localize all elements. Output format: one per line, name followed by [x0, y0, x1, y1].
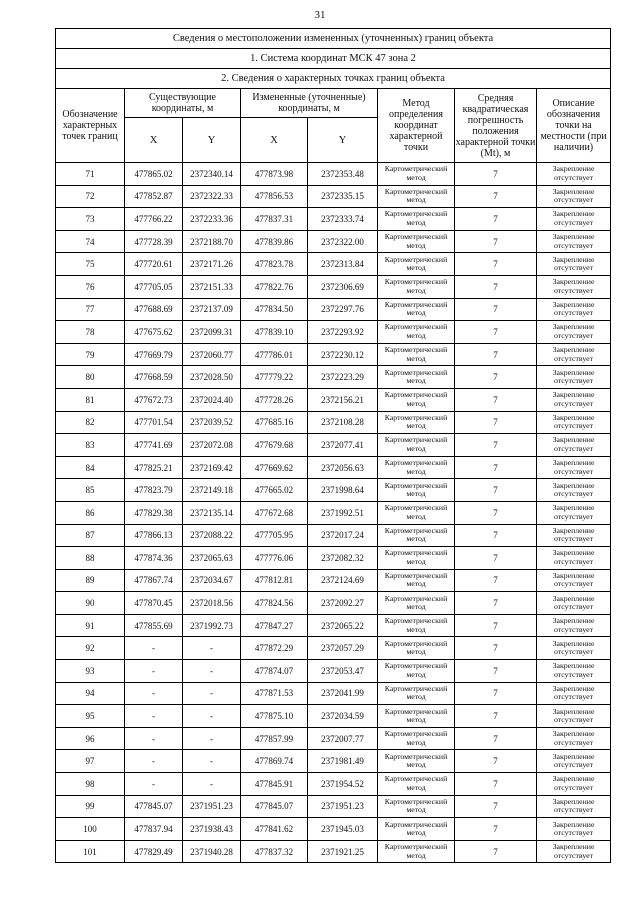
changed-y: 2372293.92 [308, 321, 378, 344]
description-cell: Закрепление отсутствует [537, 456, 611, 479]
changed-x: 477871.53 [241, 682, 308, 705]
method-cell: Картометрический метод [378, 524, 455, 547]
existing-y: - [183, 773, 241, 796]
point-number: 77 [56, 298, 125, 321]
changed-x: 477837.31 [241, 208, 308, 231]
existing-y: 2372322.33 [183, 185, 241, 208]
precision-cell: 7 [455, 524, 537, 547]
changed-y: 2372156.21 [308, 388, 378, 411]
table-row [56, 456, 611, 479]
point-number: 97 [56, 750, 125, 773]
changed-y: 2372034.59 [308, 705, 378, 728]
changed-y: 2372297.76 [308, 298, 378, 321]
changed-y: 2372065.22 [308, 614, 378, 637]
table-row [56, 411, 611, 434]
existing-y: 2372034.67 [183, 569, 241, 592]
existing-x: 477866.13 [125, 524, 183, 547]
changed-x: 477839.10 [241, 321, 308, 344]
existing-y: 2372028.50 [183, 366, 241, 389]
existing-x: 477852.87 [125, 185, 183, 208]
precision-cell: 7 [455, 750, 537, 773]
changed-y: 2372313.84 [308, 253, 378, 276]
description-cell: Закрепление отсутствует [537, 705, 611, 728]
point-number: 85 [56, 479, 125, 502]
precision-cell: 7 [455, 366, 537, 389]
changed-x: 477875.10 [241, 705, 308, 728]
existing-x: 477829.49 [125, 840, 183, 863]
changed-y: 2372333.74 [308, 208, 378, 231]
existing-y: 2371992.73 [183, 614, 241, 637]
table-row [56, 818, 611, 841]
point-number: 71 [56, 163, 125, 186]
method-cell: Картометрический метод [378, 547, 455, 570]
point-number: 81 [56, 388, 125, 411]
precision-cell: 7 [455, 660, 537, 683]
existing-y: 2371951.23 [183, 795, 241, 818]
existing-x: 477837.94 [125, 818, 183, 841]
header-existing-y: Y [183, 118, 241, 163]
existing-y: 2372137.09 [183, 298, 241, 321]
method-cell: Картометрический метод [378, 818, 455, 841]
changed-x: 477685.16 [241, 411, 308, 434]
existing-y: 2372024.40 [183, 388, 241, 411]
point-number: 72 [56, 185, 125, 208]
method-cell: Картометрический метод [378, 705, 455, 728]
existing-x: 477675.62 [125, 321, 183, 344]
description-cell: Закрепление отсутствует [537, 321, 611, 344]
header-existing-coords: Существующие координаты, м [125, 89, 241, 118]
changed-y: 2371992.51 [308, 501, 378, 524]
description-cell: Закрепление отсутствует [537, 840, 611, 863]
changed-x: 477776.06 [241, 547, 308, 570]
point-number: 98 [56, 773, 125, 796]
changed-x: 477779.22 [241, 366, 308, 389]
description-cell: Закрепление отсутствует [537, 185, 611, 208]
changed-y: 2372053.47 [308, 660, 378, 683]
changed-x: 477841.62 [241, 818, 308, 841]
method-cell: Картометрический метод [378, 750, 455, 773]
method-cell: Картометрический метод [378, 773, 455, 796]
table-row [56, 840, 611, 863]
precision-cell: 7 [455, 321, 537, 344]
table-row [56, 366, 611, 389]
existing-y: 2372169.42 [183, 456, 241, 479]
table-row [56, 253, 611, 276]
existing-x: 477741.69 [125, 434, 183, 457]
point-number: 73 [56, 208, 125, 231]
existing-x: 477701.54 [125, 411, 183, 434]
table-row [56, 230, 611, 253]
changed-y: 2372007.77 [308, 727, 378, 750]
point-number: 84 [56, 456, 125, 479]
description-cell: Закрепление отсутствует [537, 637, 611, 660]
existing-x: 477823.79 [125, 479, 183, 502]
table-row [56, 727, 611, 750]
changed-y: 2372353.48 [308, 163, 378, 186]
changed-x: 477845.91 [241, 773, 308, 796]
precision-cell: 7 [455, 411, 537, 434]
point-number: 101 [56, 840, 125, 863]
changed-y: 2372082.32 [308, 547, 378, 570]
existing-y: - [183, 637, 241, 660]
table-row [56, 547, 611, 570]
existing-y: 2371940.28 [183, 840, 241, 863]
table-row [56, 185, 611, 208]
existing-x: - [125, 727, 183, 750]
existing-y: 2372340.14 [183, 163, 241, 186]
description-cell: Закрепление отсутствует [537, 547, 611, 570]
precision-cell: 7 [455, 163, 537, 186]
existing-x: 477874.36 [125, 547, 183, 570]
point-number: 94 [56, 682, 125, 705]
point-number: 78 [56, 321, 125, 344]
changed-x: 477728.26 [241, 388, 308, 411]
description-cell: Закрепление отсутствует [537, 501, 611, 524]
existing-y: - [183, 727, 241, 750]
precision-cell: 7 [455, 705, 537, 728]
point-number: 74 [56, 230, 125, 253]
description-cell: Закрепление отсутствует [537, 773, 611, 796]
changed-x: 477837.32 [241, 840, 308, 863]
method-cell: Картометрический метод [378, 163, 455, 186]
existing-x: - [125, 660, 183, 683]
precision-cell: 7 [455, 253, 537, 276]
changed-y: 2371945.03 [308, 818, 378, 841]
precision-cell: 7 [455, 501, 537, 524]
method-cell: Картометрический метод [378, 321, 455, 344]
changed-y: 2372335.15 [308, 185, 378, 208]
precision-cell: 7 [455, 298, 537, 321]
points-info-row: 2. Сведения о характерных точках границ объекта [56, 69, 611, 89]
existing-y: 2372018.56 [183, 592, 241, 615]
description-cell: Закрепление отсутствует [537, 818, 611, 841]
precision-cell: 7 [455, 547, 537, 570]
table-row [56, 434, 611, 457]
changed-x: 477669.62 [241, 456, 308, 479]
existing-y: - [183, 750, 241, 773]
method-cell: Картометрический метод [378, 185, 455, 208]
method-cell: Картометрический метод [378, 592, 455, 615]
point-number: 76 [56, 275, 125, 298]
existing-x: 477688.69 [125, 298, 183, 321]
header-method: Метод определения координат характерной точки [378, 89, 455, 163]
method-cell: Картометрический метод [378, 501, 455, 524]
existing-x: 477728.39 [125, 230, 183, 253]
precision-cell: 7 [455, 727, 537, 750]
description-cell: Закрепление отсутствует [537, 660, 611, 683]
table-row [56, 275, 611, 298]
existing-y: 2372135.14 [183, 501, 241, 524]
point-number: 86 [56, 501, 125, 524]
existing-y: 2372171.26 [183, 253, 241, 276]
header-changed-coords: Измененные (уточненные) координаты, м [241, 89, 378, 118]
existing-x: 477845.07 [125, 795, 183, 818]
changed-y: 2372124.69 [308, 569, 378, 592]
existing-x: 477672.73 [125, 388, 183, 411]
point-number: 80 [56, 366, 125, 389]
existing-x: - [125, 705, 183, 728]
table-row [56, 298, 611, 321]
changed-x: 477665.02 [241, 479, 308, 502]
existing-y: 2372149.18 [183, 479, 241, 502]
table-row [56, 388, 611, 411]
description-cell: Закрепление отсутствует [537, 275, 611, 298]
description-cell: Закрепление отсутствует [537, 163, 611, 186]
boundary-points-table [55, 28, 611, 863]
table-row [56, 479, 611, 502]
table-row [56, 524, 611, 547]
existing-y: - [183, 660, 241, 683]
changed-x: 477856.53 [241, 185, 308, 208]
existing-y: 2372039.52 [183, 411, 241, 434]
changed-x: 477839.86 [241, 230, 308, 253]
precision-cell: 7 [455, 614, 537, 637]
point-number: 91 [56, 614, 125, 637]
method-cell: Картометрический метод [378, 637, 455, 660]
changed-y: 2371921.25 [308, 840, 378, 863]
existing-x: 477668.59 [125, 366, 183, 389]
precision-cell: 7 [455, 479, 537, 502]
existing-x: 477766.22 [125, 208, 183, 231]
method-cell: Картометрический метод [378, 275, 455, 298]
changed-x: 477824.56 [241, 592, 308, 615]
table-row [56, 660, 611, 683]
method-cell: Картометрический метод [378, 208, 455, 231]
precision-cell: 7 [455, 637, 537, 660]
existing-y: - [183, 705, 241, 728]
changed-x: 477834.50 [241, 298, 308, 321]
description-cell: Закрепление отсутствует [537, 727, 611, 750]
method-cell: Картометрический метод [378, 411, 455, 434]
method-cell: Картометрический метод [378, 840, 455, 863]
point-number: 88 [56, 547, 125, 570]
method-cell: Картометрический метод [378, 230, 455, 253]
table-row [56, 592, 611, 615]
changed-y: 2371951.23 [308, 795, 378, 818]
precision-cell: 7 [455, 275, 537, 298]
changed-y: 2372092.27 [308, 592, 378, 615]
changed-y: 2372306.69 [308, 275, 378, 298]
changed-y: 2372017.24 [308, 524, 378, 547]
point-number: 82 [56, 411, 125, 434]
method-cell: Картометрический метод [378, 434, 455, 457]
changed-x: 477845.07 [241, 795, 308, 818]
changed-x: 477869.74 [241, 750, 308, 773]
existing-y: 2372065.63 [183, 547, 241, 570]
precision-cell: 7 [455, 840, 537, 863]
description-cell: Закрепление отсутствует [537, 614, 611, 637]
existing-x: 477829.38 [125, 501, 183, 524]
changed-x: 477679.68 [241, 434, 308, 457]
point-number: 83 [56, 434, 125, 457]
changed-x: 477705.95 [241, 524, 308, 547]
description-cell: Закрепление отсутствует [537, 795, 611, 818]
changed-x: 477872.29 [241, 637, 308, 660]
point-number: 90 [56, 592, 125, 615]
description-cell: Закрепление отсутствует [537, 208, 611, 231]
existing-x: - [125, 750, 183, 773]
existing-x: 477825.21 [125, 456, 183, 479]
changed-y: 2371981.49 [308, 750, 378, 773]
method-cell: Картометрический метод [378, 298, 455, 321]
table-row [56, 569, 611, 592]
precision-cell: 7 [455, 208, 537, 231]
existing-y: 2372060.77 [183, 343, 241, 366]
point-number: 99 [56, 795, 125, 818]
point-number: 100 [56, 818, 125, 841]
existing-y: 2372188.70 [183, 230, 241, 253]
header-changed-y: Y [308, 118, 378, 163]
description-cell: Закрепление отсутствует [537, 750, 611, 773]
table-row [56, 321, 611, 344]
existing-y: 2372099.31 [183, 321, 241, 344]
existing-x: - [125, 773, 183, 796]
precision-cell: 7 [455, 388, 537, 411]
table-row [56, 163, 611, 186]
point-number: 87 [56, 524, 125, 547]
method-cell: Картометрический метод [378, 479, 455, 502]
description-cell: Закрепление отсутствует [537, 592, 611, 615]
existing-x: 477865.02 [125, 163, 183, 186]
table-row [56, 614, 611, 637]
precision-cell: 7 [455, 434, 537, 457]
existing-x: 477669.79 [125, 343, 183, 366]
changed-x: 477823.78 [241, 253, 308, 276]
description-cell: Закрепление отсутствует [537, 298, 611, 321]
method-cell: Картометрический метод [378, 682, 455, 705]
existing-y: 2372233.36 [183, 208, 241, 231]
description-cell: Закрепление отсутствует [537, 524, 611, 547]
precision-cell: 7 [455, 682, 537, 705]
description-cell: Закрепление отсутствует [537, 343, 611, 366]
existing-y: 2371938.43 [183, 818, 241, 841]
description-cell: Закрепление отсутствует [537, 411, 611, 434]
table-row [56, 682, 611, 705]
existing-x: 477720.61 [125, 253, 183, 276]
method-cell: Картометрический метод [378, 660, 455, 683]
description-cell: Закрепление отсутствует [537, 569, 611, 592]
changed-x: 477857.99 [241, 727, 308, 750]
method-cell: Картометрический метод [378, 456, 455, 479]
description-cell: Закрепление отсутствует [537, 253, 611, 276]
precision-cell: 7 [455, 343, 537, 366]
header-point-designation: Обозначение характерных точек границ [56, 89, 125, 163]
table-row [56, 750, 611, 773]
existing-y: 2372072.08 [183, 434, 241, 457]
existing-y: 2372151.33 [183, 275, 241, 298]
existing-x: 477855.69 [125, 614, 183, 637]
changed-x: 477786.01 [241, 343, 308, 366]
changed-x: 477873.98 [241, 163, 308, 186]
table-row [56, 343, 611, 366]
method-cell: Картометрический метод [378, 614, 455, 637]
precision-cell: 7 [455, 185, 537, 208]
precision-cell: 7 [455, 795, 537, 818]
changed-y: 2372041.99 [308, 682, 378, 705]
changed-y: 2372077.41 [308, 434, 378, 457]
changed-y: 2372056.63 [308, 456, 378, 479]
existing-x: - [125, 637, 183, 660]
description-cell: Закрепление отсутствует [537, 479, 611, 502]
header-precision: Средняя квадратическая погрешность положения характерной точки (Mt), м [455, 89, 537, 163]
table-row [56, 208, 611, 231]
point-number: 89 [56, 569, 125, 592]
precision-cell: 7 [455, 773, 537, 796]
changed-y: 2372230.12 [308, 343, 378, 366]
point-number: 79 [56, 343, 125, 366]
table-row [56, 795, 611, 818]
points-table-body [56, 163, 611, 863]
existing-y: 2372088.22 [183, 524, 241, 547]
method-cell: Картометрический метод [378, 569, 455, 592]
precision-cell: 7 [455, 818, 537, 841]
point-number: 96 [56, 727, 125, 750]
existing-x: - [125, 682, 183, 705]
table-row [56, 773, 611, 796]
changed-y: 2371998.64 [308, 479, 378, 502]
changed-y: 2371954.52 [308, 773, 378, 796]
method-cell: Картометрический метод [378, 343, 455, 366]
method-cell: Картометрический метод [378, 253, 455, 276]
table-row [56, 501, 611, 524]
changed-y: 2372223.29 [308, 366, 378, 389]
precision-cell: 7 [455, 569, 537, 592]
section-title: Сведения о местоположении измененных (уточненных) границ объекта [56, 29, 611, 49]
changed-x: 477822.76 [241, 275, 308, 298]
description-cell: Закрепление отсутствует [537, 366, 611, 389]
precision-cell: 7 [455, 592, 537, 615]
page-number: 31 [314, 9, 326, 21]
method-cell: Картометрический метод [378, 366, 455, 389]
method-cell: Картометрический метод [378, 388, 455, 411]
existing-x: 477870.45 [125, 592, 183, 615]
method-cell: Картометрический метод [378, 795, 455, 818]
changed-x: 477672.68 [241, 501, 308, 524]
description-cell: Закрепление отсутствует [537, 434, 611, 457]
description-cell: Закрепление отсутствует [537, 230, 611, 253]
existing-x: 477867.74 [125, 569, 183, 592]
header-changed-x: X [241, 118, 308, 163]
point-number: 95 [56, 705, 125, 728]
description-cell: Закрепление отсутствует [537, 388, 611, 411]
method-cell: Картометрический метод [378, 727, 455, 750]
description-cell: Закрепление отсутствует [537, 682, 611, 705]
changed-x: 477812.81 [241, 569, 308, 592]
point-number: 92 [56, 637, 125, 660]
coordinate-system-row: 1. Система координат МСК 47 зона 2 [56, 49, 611, 69]
precision-cell: 7 [455, 230, 537, 253]
changed-y: 2372108.28 [308, 411, 378, 434]
changed-y: 2372322.00 [308, 230, 378, 253]
table-row [56, 705, 611, 728]
changed-x: 477847.27 [241, 614, 308, 637]
changed-x: 477874.07 [241, 660, 308, 683]
point-number: 75 [56, 253, 125, 276]
changed-y: 2372057.29 [308, 637, 378, 660]
header-existing-x: X [125, 118, 183, 163]
existing-y: - [183, 682, 241, 705]
header-description: Описание обозначения точки на местности (при наличии) [537, 89, 611, 163]
point-number: 93 [56, 660, 125, 683]
precision-cell: 7 [455, 456, 537, 479]
existing-x: 477705.05 [125, 275, 183, 298]
table-row [56, 637, 611, 660]
